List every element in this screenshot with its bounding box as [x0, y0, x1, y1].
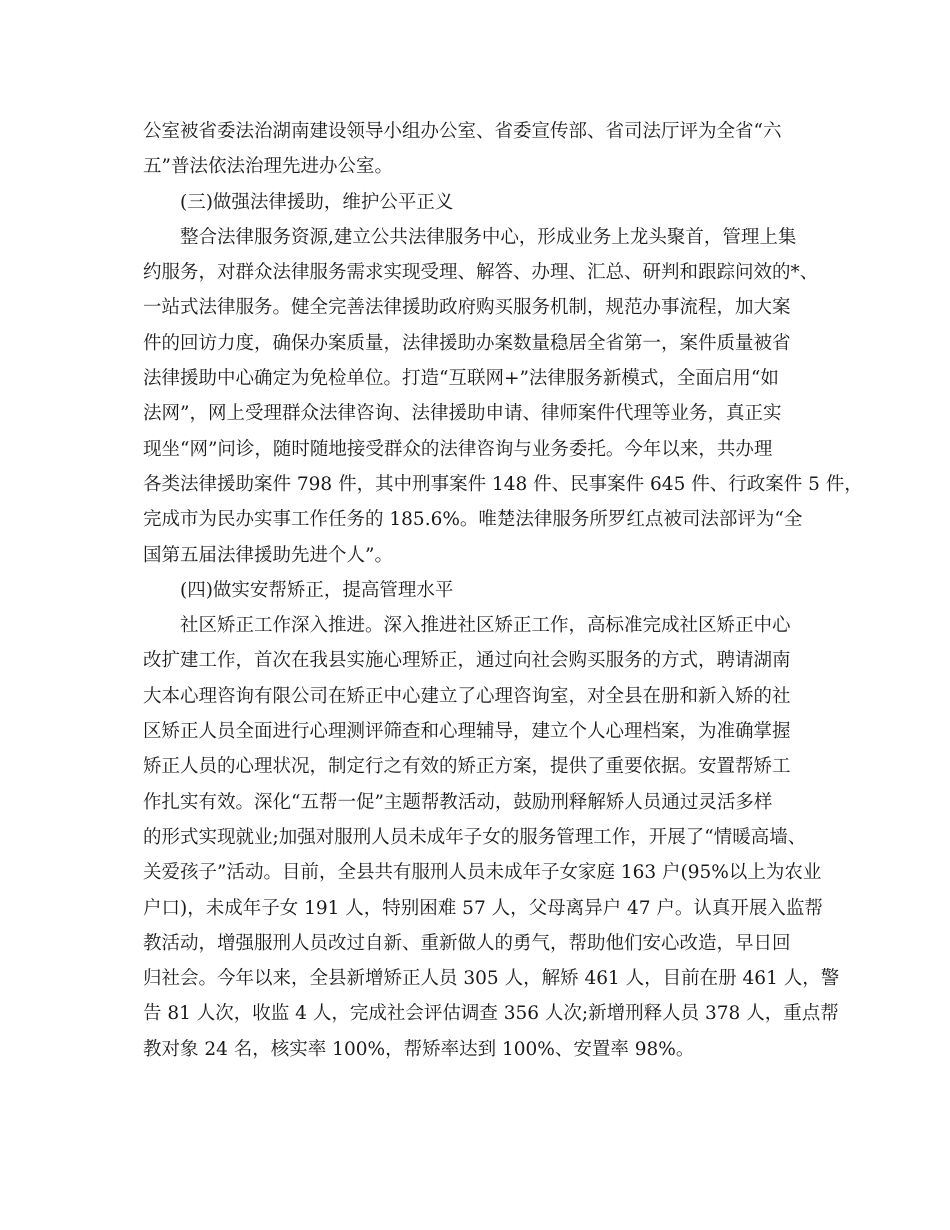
- text-line: 户口)，未成年子女 191 人，特别困难 57 人，父母离异户 47 户。认真开展入监帮: [143, 897, 823, 919]
- text-line: 关爱孩子”活动。目前，全县共有服刑人员未成年子女家庭 163 户(95%以上为农业: [143, 862, 822, 884]
- paragraph-start-line: (三)做强法律援助，维护公平正义: [180, 191, 454, 213]
- text-line: 五”普法依法治理先进办公室。: [143, 156, 393, 178]
- text-line: 矫正人员的心理状况，制定行之有效的矫正方案，提供了重要依据。安置帮矫工: [143, 756, 791, 778]
- paragraph-start-line: 社区矫正工作深入推进。深入推进社区矫正工作，高标准完成社区矫正中心: [180, 615, 791, 637]
- paragraph-start-line: 整合法律服务资源,建立公共法律服务中心，形成业务上龙头聚首，管理上集: [180, 226, 797, 248]
- text-line: 教活动，增强服刑人员改过自新、重新做人的勇气，帮助他们安心改造，早日回: [143, 932, 791, 954]
- text-line: 大本心理咨询有限公司在矫正中心建立了心理咨询室，对全县在册和新入矫的社: [143, 685, 791, 707]
- paragraph-start-line: (四)做实安帮矫正，提高管理水平: [180, 579, 454, 601]
- text-line: 件的回访力度，确保办案质量，法律援助办案数量稳居全省第一，案件质量被省: [143, 332, 791, 354]
- text-line: 国第五届法律援助先进个人”。: [143, 544, 393, 566]
- text-line: 改扩建工作，首次在我县实施心理矫正，通过向社会购买服务的方式，聘请湖南: [143, 650, 791, 672]
- text-line: 一站式法律服务。健全完善法律援助政府购买服务机制，规范办事流程，加大案: [143, 297, 791, 319]
- text-line: 的形式实现就业;加强对服刑人员未成年子女的服务管理工作，开展了“情暖高墙、: [143, 826, 807, 848]
- text-line: 现坐“网”问诊，随时随地接受群众的法律咨询与业务委托。今年以来，共办理: [143, 438, 773, 460]
- text-line: 教对象 24 名，核实率 100%，帮矫率达到 100%、安置率 98%。: [143, 1038, 695, 1060]
- text-line: 告 81 人次，收监 4 人，完成社会评估调查 356 人次;新增刑释人员 378 人，重点帮: [143, 1003, 839, 1025]
- text-line: 法网”，网上受理群众法律咨询、法律援助申请、律师案件代理等业务，真正实: [143, 403, 782, 425]
- text-line: 公室被省委法治湖南建设领导小组办公室、省委宣传部、省司法厅评为全省“六: [143, 121, 782, 142]
- text-line: 法律援助中心确定为免检单位。打造“互联网+”法律服务新模式，全面启用“如: [143, 368, 779, 390]
- text-line: 归社会。今年以来，全县新增矫正人员 305 人，解矫 461 人，目前在册 461 人，警: [143, 968, 840, 990]
- text-line: 约服务，对群众法律服务需求实现受理、解答、办理、汇总、研判和跟踪问效的*、: [143, 262, 819, 284]
- text-line: 完成市为民办实事工作任务的 185.6%。唯楚法律服务所罗红点被司法部评为“全: [143, 509, 803, 531]
- document-body: [143, 114, 863, 1067]
- text-line: 作扎实有效。深化“五帮一促”主题帮教活动，鼓励刑释解矫人员通过灵活多样: [143, 791, 773, 813]
- text-line: 各类法律援助案件 798 件，其中刑事案件 148 件、民事案件 645 件、行政案件 5 件，: [143, 473, 863, 495]
- text-line: 区矫正人员全面进行心理测评筛查和心理辅导，建立个人心理档案，为准确掌握: [143, 721, 791, 743]
